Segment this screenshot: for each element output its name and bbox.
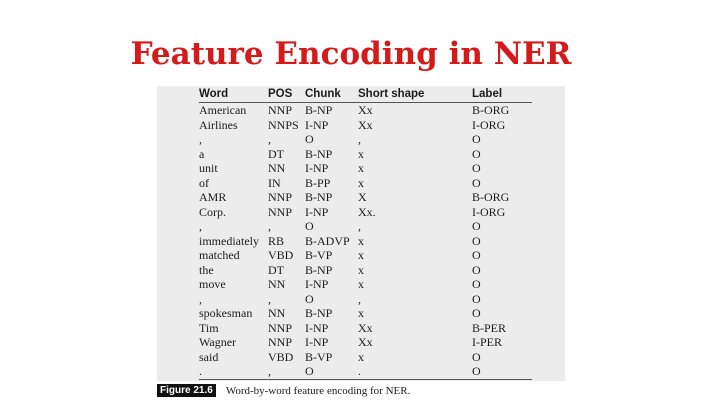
word-cell: Corp. <box>199 204 226 219</box>
word-cell: the <box>199 262 214 277</box>
table-row <box>199 350 532 365</box>
short-shape-cell: x <box>358 248 364 262</box>
short-shape-cell: x <box>358 262 364 277</box>
figure-caption <box>157 384 410 397</box>
short-shape-cell: x <box>358 161 364 175</box>
label-cell: O <box>472 146 481 161</box>
short-shape-cell: Xx <box>358 117 373 132</box>
chunk-cell: I-NP <box>305 117 329 132</box>
short-shape-cell: X <box>358 190 367 204</box>
word-cell: move <box>199 277 226 291</box>
word-cell: American <box>199 103 247 117</box>
short-shape-cell: . <box>358 364 472 379</box>
table-row <box>199 248 532 263</box>
chunk-cell: O <box>305 364 358 379</box>
short-shape-cell: , <box>358 219 361 233</box>
short-shape-cell: Xx <box>358 335 373 349</box>
chunk-cell: B-NP <box>305 190 333 204</box>
short-shape-cell: Xx <box>358 320 373 335</box>
word-cell: unit <box>199 161 218 175</box>
table-row <box>199 205 532 220</box>
chunk-cell: I-NP <box>305 161 329 175</box>
table-row <box>199 335 532 350</box>
label-cell: O <box>472 233 481 248</box>
short-shape-cell: x <box>358 277 364 291</box>
chunk-cell: I-NP <box>305 335 329 349</box>
table-row <box>199 306 532 321</box>
pos-cell: DT <box>268 146 284 161</box>
pos-cell: NNP <box>268 204 293 219</box>
table-row <box>199 292 532 307</box>
short-shape-cell: x <box>358 306 364 320</box>
feature-table <box>199 86 532 380</box>
word-cell: AMR <box>199 190 227 204</box>
chunk-cell: I-NP <box>305 320 329 335</box>
chunk-cell: B-NP <box>305 306 333 320</box>
header-pos: POS <box>268 86 305 103</box>
table-header-row <box>199 86 532 103</box>
short-shape-cell: Xx <box>358 103 373 117</box>
slide-title: Feature Encoding in NER <box>130 36 572 72</box>
label-cell: I-PER <box>472 335 502 349</box>
header-word: Word <box>199 86 268 103</box>
short-shape-cell: , <box>358 132 361 146</box>
pos-cell: , <box>268 132 271 146</box>
word-cell: Wagner <box>199 335 237 349</box>
chunk-cell: I-NP <box>305 277 329 291</box>
figure-panel <box>157 86 565 381</box>
chunk-cell: O <box>305 291 314 306</box>
table-row <box>199 132 532 147</box>
word-cell: . <box>199 364 268 379</box>
table-body <box>199 103 532 380</box>
pos-cell: NN <box>268 306 286 320</box>
pos-cell: , <box>268 364 305 379</box>
pos-cell: NN <box>268 277 286 291</box>
table-row <box>199 190 532 205</box>
table-row <box>199 118 532 133</box>
pos-cell: NN <box>268 161 286 175</box>
pos-cell: VBD <box>268 349 294 364</box>
table-row <box>199 161 532 176</box>
chunk-cell: O <box>305 219 314 233</box>
pos-cell: NNP <box>268 335 293 349</box>
short-shape-cell: x <box>358 175 364 190</box>
chunk-cell: B-NP <box>305 146 333 161</box>
label-cell: O <box>472 248 481 262</box>
short-shape-cell: x <box>358 146 364 161</box>
header-label: Label <box>472 86 532 103</box>
pos-cell: , <box>268 291 271 306</box>
short-shape-cell: Xx. <box>358 204 376 219</box>
chunk-cell: I-NP <box>305 204 329 219</box>
label-cell: I-ORG <box>472 204 506 219</box>
header-short-shape: Short shape <box>358 86 472 103</box>
pos-cell: DT <box>268 262 284 277</box>
label-cell: O <box>472 291 481 306</box>
word-cell: of <box>199 175 209 190</box>
pos-cell: NNPS <box>268 117 299 132</box>
chunk-cell: B-NP <box>305 103 333 117</box>
word-cell: Tim <box>199 320 219 335</box>
label-cell: O <box>472 219 481 233</box>
pos-cell: NNP <box>268 320 293 335</box>
label-cell: O <box>472 161 481 175</box>
word-cell: immediately <box>199 233 259 248</box>
word-cell: matched <box>199 248 240 262</box>
word-cell: a <box>199 146 205 161</box>
chunk-cell: B-ADVP <box>305 233 350 248</box>
short-shape-cell: , <box>358 291 361 306</box>
table-row <box>199 277 532 292</box>
caption-tag: Figure 21.6 <box>157 384 216 397</box>
label-cell: B-ORG <box>472 103 510 117</box>
label-cell: O <box>472 349 481 364</box>
chunk-cell: O <box>305 132 314 146</box>
header-chunk: Chunk <box>305 86 358 103</box>
label-cell: O <box>472 277 481 291</box>
word-cell: , <box>199 291 202 306</box>
caption-text: Word-by-word feature encoding for NER. <box>225 384 411 397</box>
word-cell: , <box>199 219 202 233</box>
word-cell: said <box>199 349 219 364</box>
table-row <box>199 263 532 278</box>
label-cell: B-PER <box>472 320 507 335</box>
pos-cell: IN <box>268 175 281 190</box>
label-cell: O <box>472 175 481 190</box>
table-row <box>199 147 532 162</box>
pos-cell: VBD <box>268 248 294 262</box>
chunk-cell: B-VP <box>305 248 333 262</box>
label-cell: O <box>472 306 481 320</box>
chunk-cell: B-NP <box>305 262 333 277</box>
pos-cell: , <box>268 219 271 233</box>
chunk-cell: B-VP <box>305 349 333 364</box>
table-row <box>199 364 532 379</box>
label-cell: I-ORG <box>472 117 506 132</box>
label-cell: O <box>472 262 481 277</box>
table-row <box>199 219 532 234</box>
label-cell: O <box>472 132 481 146</box>
word-cell: Airlines <box>199 117 238 132</box>
pos-cell: RB <box>268 233 285 248</box>
pos-cell: NNP <box>268 190 293 204</box>
word-cell: spokesman <box>199 306 253 320</box>
label-cell: B-ORG <box>472 190 510 204</box>
pos-cell: NNP <box>268 103 293 117</box>
table-row <box>199 234 532 249</box>
table-row <box>199 176 532 191</box>
chunk-cell: B-PP <box>305 175 331 190</box>
table-row <box>199 321 532 336</box>
short-shape-cell: x <box>358 349 364 364</box>
short-shape-cell: x <box>358 233 364 248</box>
label-cell: O <box>472 364 532 379</box>
word-cell: , <box>199 132 202 146</box>
table-row <box>199 103 532 118</box>
